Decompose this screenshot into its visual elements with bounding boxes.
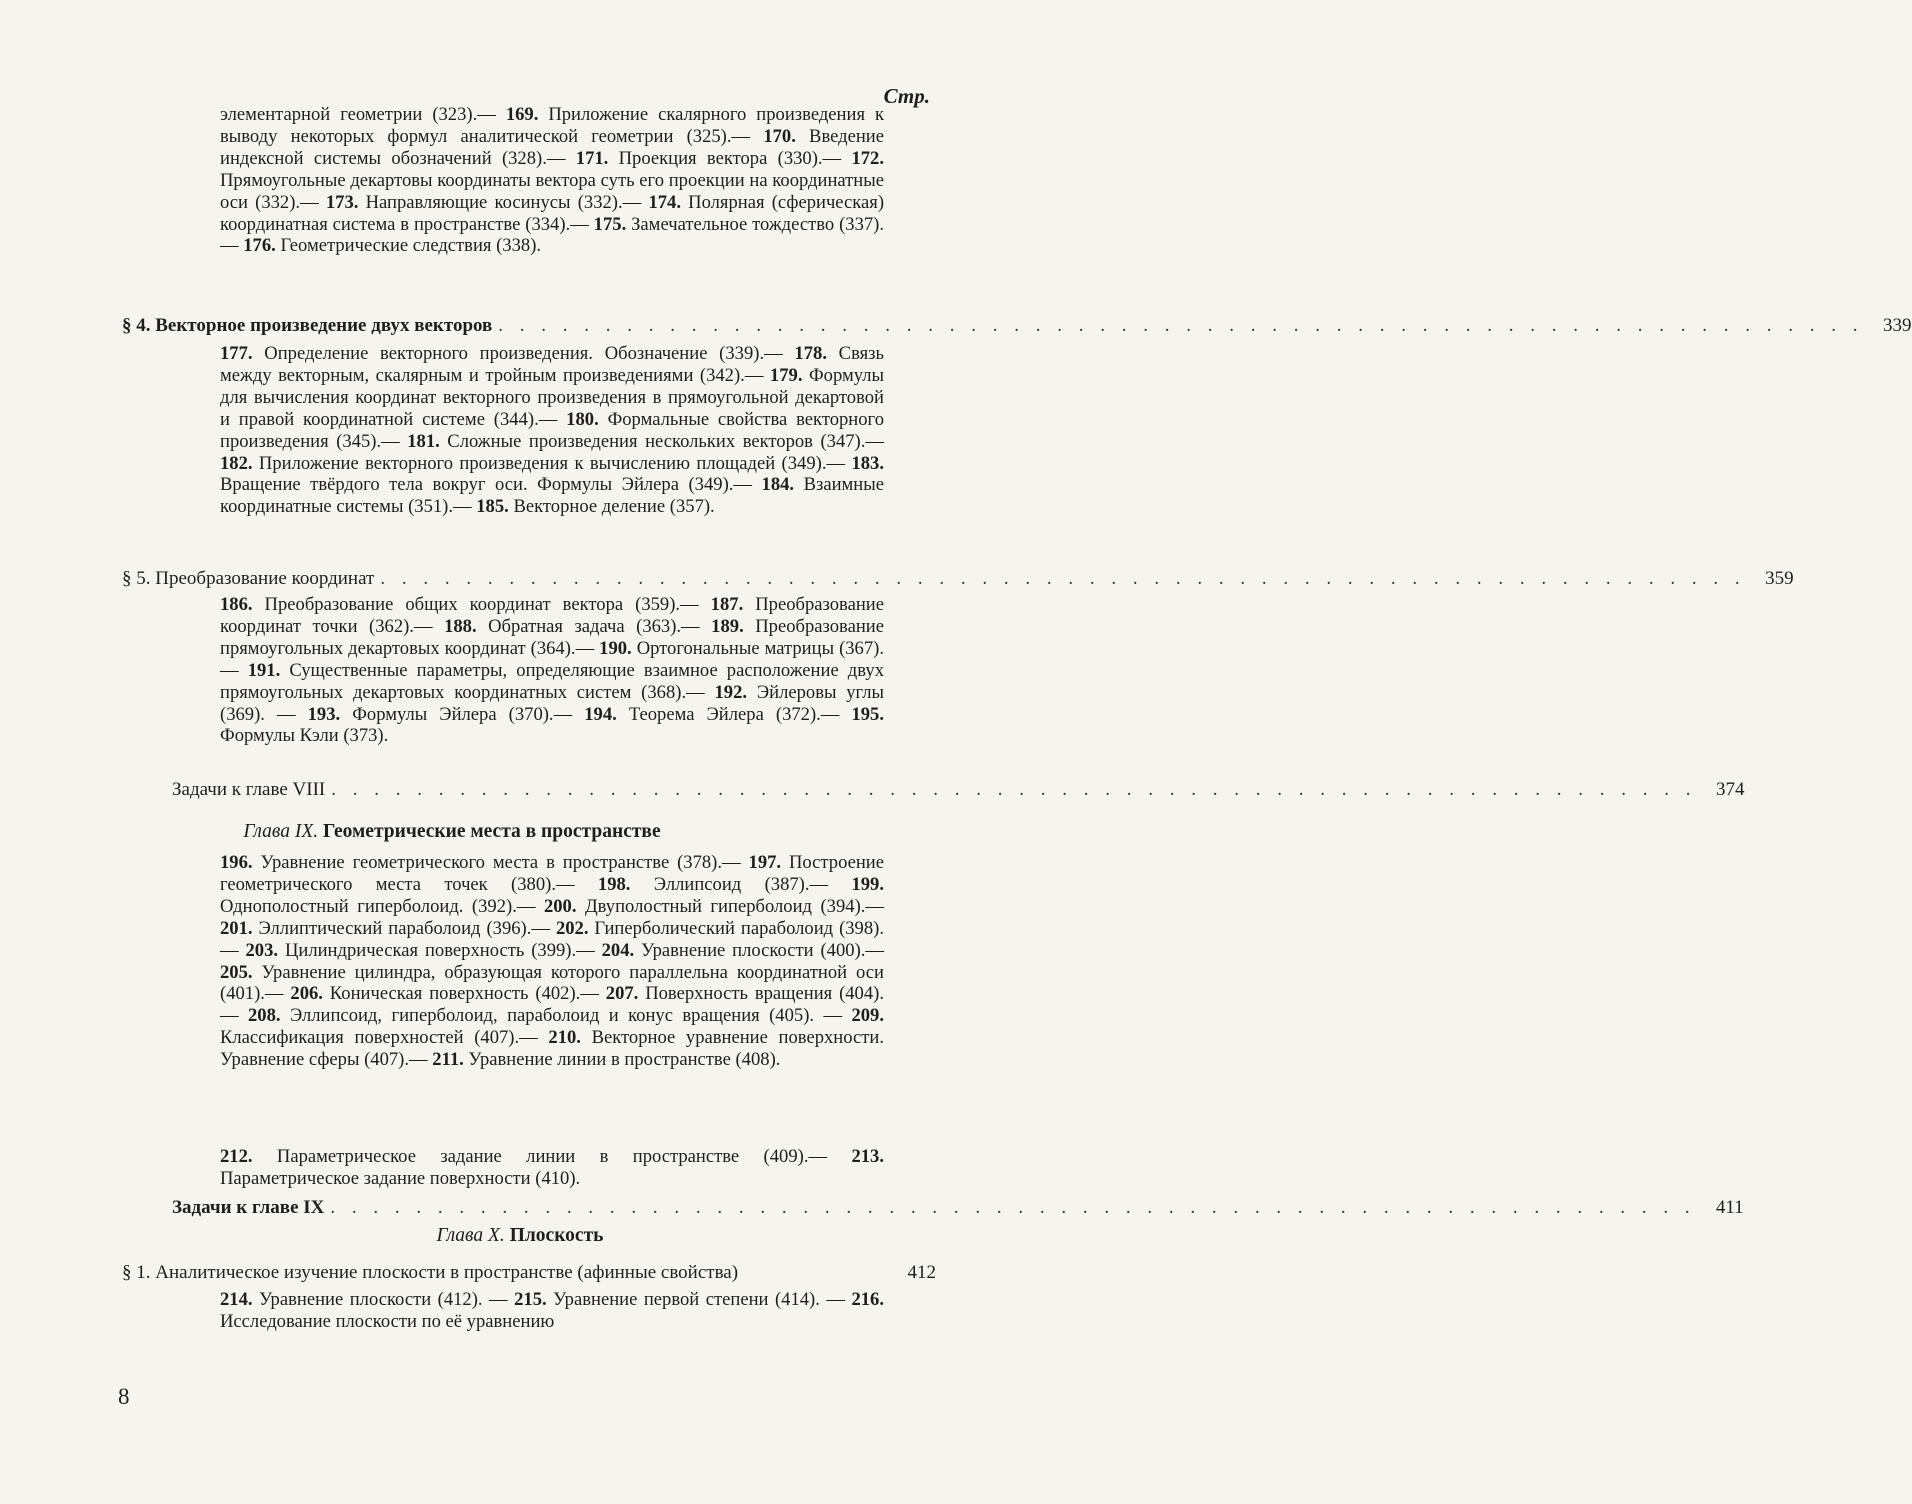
toc-paragraph-ch9: 196. Уравнение геометрического места в пространстве (378).— 197. Построение геометрического места точек (380).— 198. Эллипсоид (387).— 199. Однополостный гиперболоид. (392).— 200. Двуполостный гиперболоид (394).— 201. Эллиптический параболоид (396).— 202. Гиперболический параболоид (398).— 203. Цилиндрическая поверхность (399).— 204. Уравнение плоскости (400).— 205. Уравнение цилиндра, образующая которого параллельна координатной оси (401).— 206. Коническая поверхность (402).— 207. Поверхность вращения (404).— 208. Эллипсоид, гиперболоид, параболоид и конус вращения (405). — 209. Классификация поверхностей (407).— 210. Векторное уравнение поверхности. Уравнение сферы (407).— 211. Уравнение линии в пространстве (408). [220, 852, 885, 1071]
chapter-heading-9[interactable] [0, 820, 952, 844]
toc-entry-page: 411 [1715, 1197, 1744, 1218]
toc-paragraph-sec4: 177. Определение векторного произведения. Обозначение (339).— 178. Связь между векторным, скалярным и тройным произведениями (342).— 179. Формулы для вычисления координат векторного произведения в прямоугольной декартовой и правой координатной системе (344).— 180. Формальные свойства векторного произведения (345).— 181. Сложные произведения нескольких векторов (347).— 182. Приложение векторного произведения к вычислению площадей (349).— 183. Вращение твёрдого тела вокруг оси. Формулы Эйлера (349).— 184. Взаимные координатные системы (351).— 185. Векторное деление (357). [220, 343, 884, 518]
toc-paragraph-ch10-sec1: 214. Уравнение плоскости (412). — 215. Уравнение первой степени (414). — 216. Исследование плоскости по её уравнению [220, 1289, 884, 1332]
leader-dots: . . . . . . . . . . . . . . . . . . . . . . . . . . . . . . . . . . . . . . . . . . . . . . . . . . . . . . . . . . . . . . . . [498, 315, 1864, 336]
toc-paragraph-sec5: 186. Преобразование общих координат вектора (359).— 187. Преобразование координат точки (362).— 188. Обратная задача (363).— 189. Преобразование прямоугольных декартовых координат (364).— 190. Ортогональные матрицы (367).— 191. Существенные параметры, определяющие взаимное расположение двух прямоугольных декартовых координатных систем (368).— 192. Эйлеровы углы (369). — 193. Формулы Эйлера (370).— 194. Теорема Эйлера (372).— 195. Формулы Кэли (373). [220, 594, 885, 747]
toc-entry-sec4[interactable] [122, 314, 1912, 338]
toc-entry-problems-ch9[interactable] [172, 1196, 1744, 1220]
toc-entry-label: Задачи к главе VIII [172, 779, 326, 800]
leader-dots: . . . . . . . . . . . . . . . . . . . . . . . . . . . . . . . . . . . . . . . . . . . . . . . . . . . . . . . . . . . . . . . . [331, 779, 1697, 800]
chapter-title: Плоскость [509, 1225, 604, 1246]
toc-entry-problems-ch8[interactable] [172, 778, 1745, 802]
chapter-number: Глава X. [436, 1225, 505, 1246]
toc-entry-page: 359 [1765, 568, 1794, 589]
toc-entry-label: § 1. Аналитическое изучение плоскости в пространстве (афинные свойства) [122, 1262, 739, 1283]
toc-entry-page: 339 [1883, 315, 1912, 336]
page-column-label: Стр. [883, 84, 930, 108]
toc-paragraph-sec3-continued: элементарной геометрии (323).— 169. Приложение скалярного произведения к выводу некоторых формул аналитической геометрии (325).— 170. Введение индексной системы обозначений (328).— 171. Проекция вектора (330).— 172. Прямоугольные декартовы координаты вектора суть его проекции на координатные оси (332).— 173. Направляющие косинусы (332).— 174. Полярная (сферическая) координатная система в пространстве (334).— 175. Замечательное тождество (337).— 176. Геометрические следствия (338). [220, 104, 885, 257]
chapter-title: Геометрические места в пространстве [323, 821, 661, 842]
chapter-heading-10[interactable] [20, 1224, 1020, 1248]
leader-dots: . . . . . . . . . . . . . . . . . . . . . . . . . . . . . . . . . . . . . . . . . . . . . . . . . . . . . . . . . . . . . . . . [380, 568, 1746, 589]
toc-entry-label: § 4. Векторное произведение двух векторов [122, 315, 493, 336]
toc-entry-sec5[interactable] [122, 567, 1794, 591]
toc-entry-ch10-sec1[interactable] [122, 1261, 936, 1285]
page-number: 8 [118, 1384, 130, 1409]
leader-dots: . . . . . . . . . . . . . . . . . . . . . . . . . . . . . . . . . . . . . . . . . . . . . . . . . . . . . . . . . . . . . . . . [330, 1197, 1696, 1218]
toc-paragraph-ch9-params: 212. Параметрическое задание линии в пространстве (409).— 213. Параметрическое задание поверхности (410). [220, 1146, 884, 1189]
toc-entry-label: § 5. Преобразование координат [122, 568, 375, 589]
toc-entry-page: 412 [907, 1262, 936, 1283]
chapter-number: Глава IX. [243, 821, 319, 842]
toc-entry-page: 374 [1715, 779, 1745, 800]
toc-entry-label: Задачи к главе IX [172, 1197, 325, 1218]
